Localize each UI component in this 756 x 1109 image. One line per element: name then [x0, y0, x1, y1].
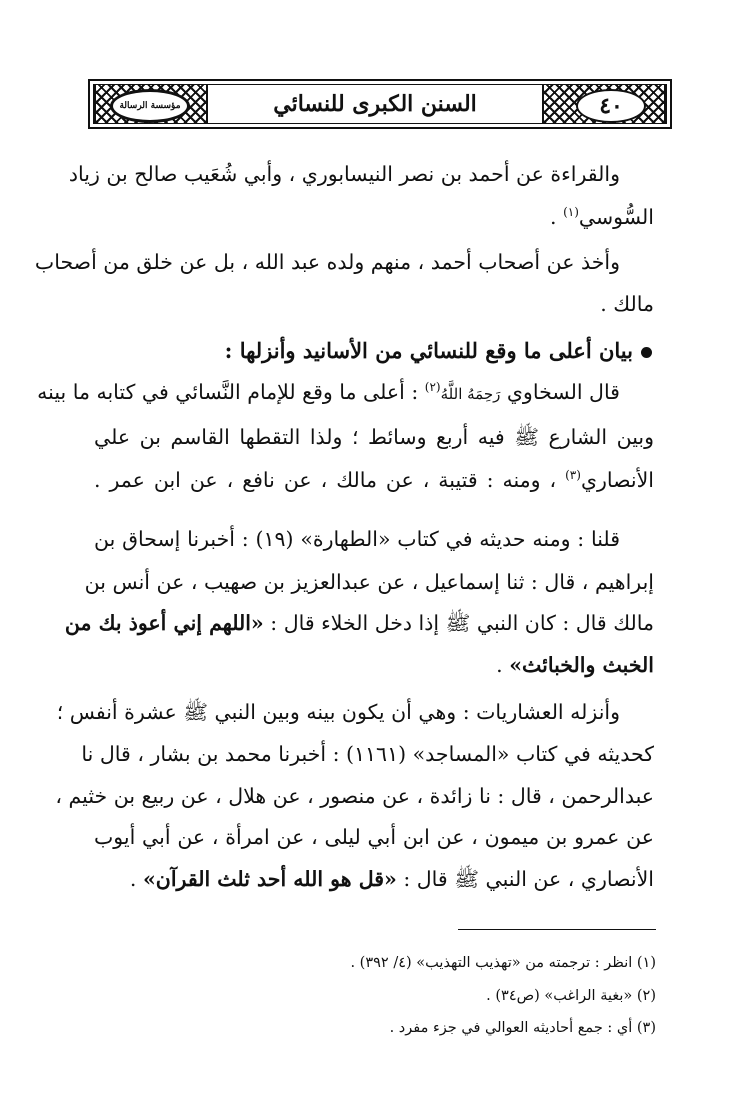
text-span: ، ومنه : قتيبة ، عن مالك ، عن نافع ، عن ابن عمر .: [94, 468, 566, 492]
text-line: [37, 380, 620, 404]
text-span: : أعلى ما وقع للإمام النَّسائي في كتابه ما بينه: [37, 380, 425, 404]
footnote-divider: [458, 929, 656, 930]
text-span: .: [496, 653, 510, 677]
section-heading: [225, 338, 652, 363]
header-ornament-left: [94, 85, 208, 123]
page-number: ٤٠: [599, 93, 623, 119]
bullet-icon: [641, 347, 652, 358]
text-line: عبدالرحمن ، قال : نا زائدة ، عن منصور ، عن هلال ، عن ربيع بن خثيم ،: [55, 784, 654, 808]
text-span: الأنصاري ، عن النبي ﷺ قال :: [396, 867, 654, 891]
text-line: كحديثه في كتاب «المساجد» (١١٦١) : أخبرنا محمد بن بشار ، قال نا: [81, 742, 654, 766]
text-line: [94, 867, 654, 897]
hadith-text: «قل هو الله أحد ثلث القرآن»: [142, 867, 397, 891]
footnote-ref: (٣): [565, 468, 581, 483]
header-ornament-right: [542, 85, 666, 123]
text-line: عن عمرو بن ميمون ، عن ابن أبي ليلى ، عن امرأة ، عن أبي أيوب: [94, 825, 654, 849]
header-inner-border: [93, 84, 667, 124]
text-line: مالك .: [600, 292, 654, 316]
running-title: السنن الكبرى للنسائي: [273, 91, 477, 117]
text-span: مالك قال : كان النبي ﷺ إذا دخل الخلاء قال :: [263, 611, 654, 635]
text-line: [94, 468, 654, 492]
text-line: وأنزله العشاريات : وهي أن يكون بينه وبين النبي ﷺ عشرة أنفس ؛: [56, 700, 620, 724]
publisher-seal-text: مؤسسة الرسالة: [119, 101, 181, 111]
text-line: وبين الشارع ﷺ فيه أربع وسائط ؛ ولذا التقطها القاسم بن علي: [94, 425, 654, 449]
text-line: والقراءة عن أحمد بن نصر النيسابوري ، وأبي شُعَيب صالح بن زياد: [68, 162, 620, 186]
page-header-frame: [88, 79, 672, 129]
page-number-oval: [576, 89, 646, 123]
hadith-text: الخبث والخبائث»: [509, 653, 654, 677]
text-span: .: [129, 867, 143, 891]
text-span: .: [550, 205, 564, 229]
text-line: إبراهيم ، قال : ثنا إسماعيل ، عن عبدالعزيز بن صهيب ، عن أنس بن: [84, 570, 654, 594]
text-line: [94, 205, 654, 229]
hadith-text: «اللهم إني أعوذ بك من: [64, 611, 264, 635]
footnote: (١) انظر : ترجمته من «تهذيب التهذيب» (٤/ ٣٩٢) .: [350, 955, 656, 971]
publisher-seal-logo: [110, 89, 190, 123]
text-span: الأنصاري: [580, 468, 654, 492]
text-span: السُّوسي: [578, 205, 654, 229]
text-line: وأخذ عن أصحاب أحمد ، منهم ولده عبد الله ، بل عن خلق من أصحاب: [34, 250, 620, 274]
footnote: (٢) «بغية الراغب» (ص٣٤) .: [486, 988, 656, 1004]
footnote-ref: (١): [563, 205, 579, 220]
text-line: [94, 653, 654, 677]
honorific: رَحِمَهُ اللَّهُ: [440, 385, 501, 403]
text-line: [64, 611, 654, 641]
footnote-ref: (٢): [424, 380, 441, 395]
section-heading-text: بيان أعلى ما وقع للنسائي من الأسانيد وأنزلها :: [224, 338, 633, 363]
text-line: قلنا : ومنه حديثه في كتاب «الطهارة» (١٩) : أخبرنا إسحاق بن: [94, 527, 620, 551]
text-span: قال السخاوي: [500, 380, 620, 404]
footnote: (٣) أي : جمع أحاديثه العوالي في جزء مفرد .: [389, 1020, 656, 1036]
